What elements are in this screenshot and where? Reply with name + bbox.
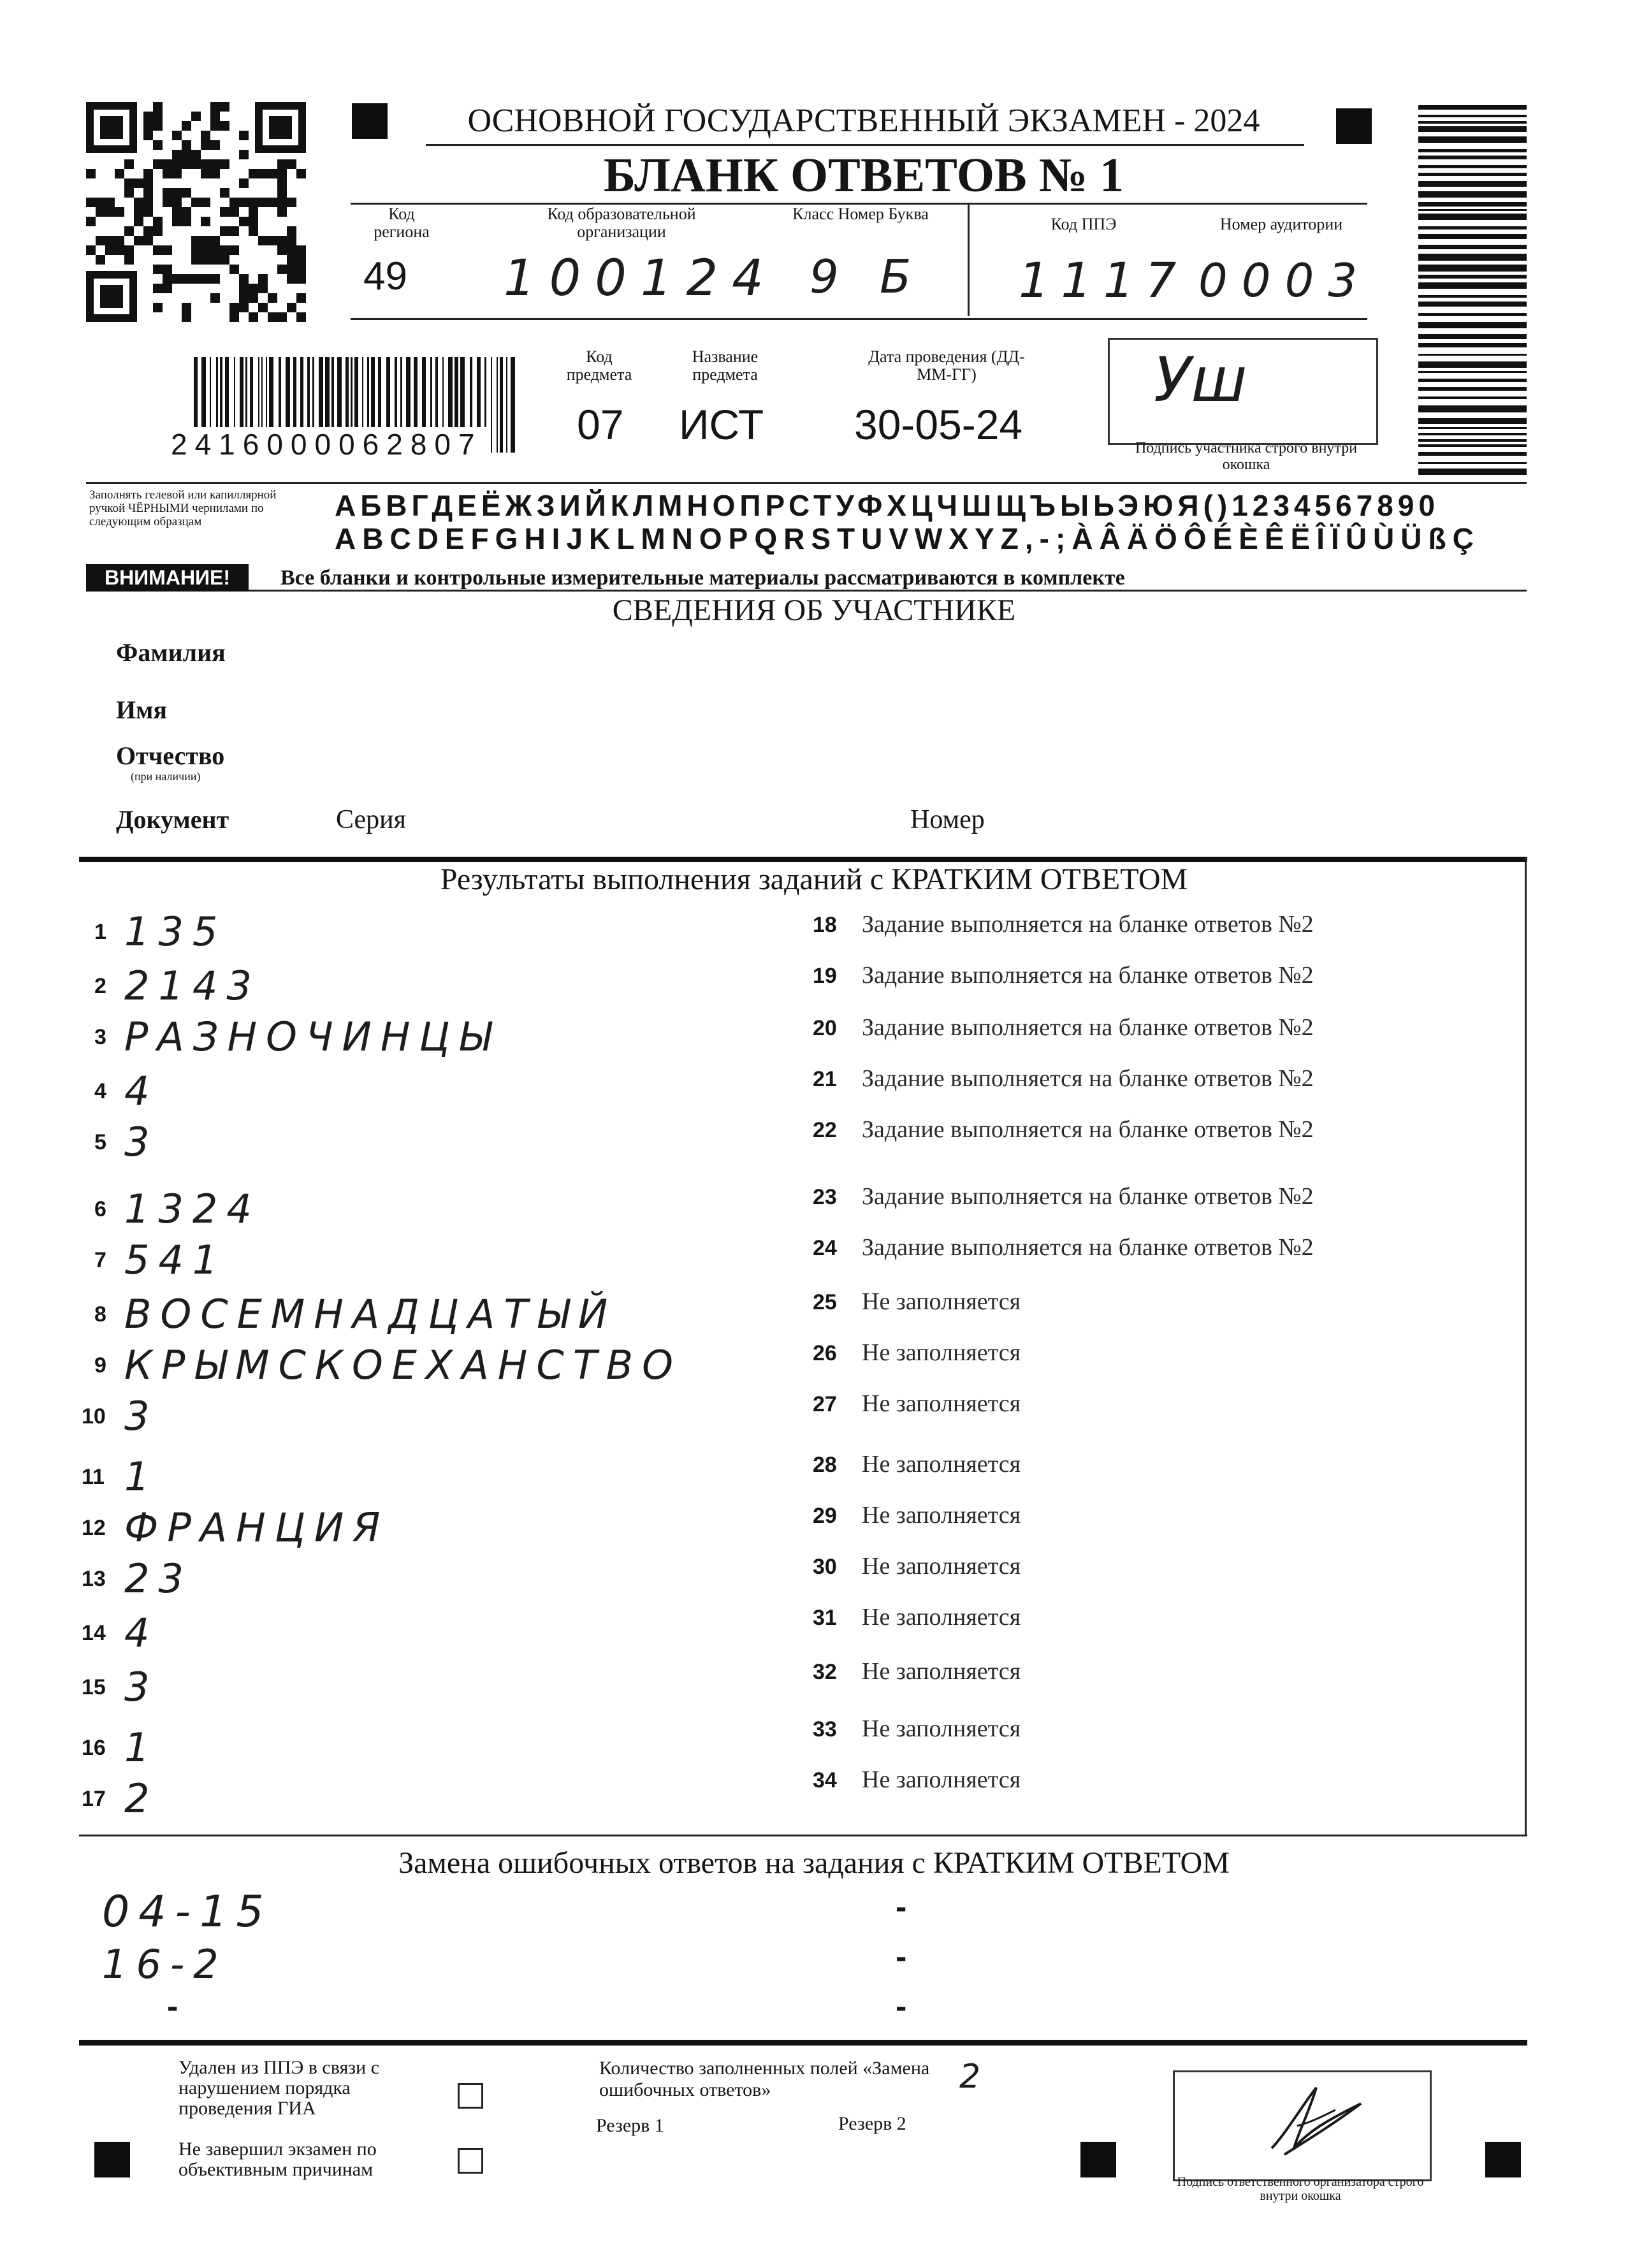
- result-status-text: Не заполняется: [862, 1553, 1021, 1580]
- replacement-right-1: -: [896, 1889, 907, 1926]
- result-answer: 1324: [124, 1186, 261, 1232]
- class-number: 9: [810, 250, 839, 303]
- result-number: 31: [813, 1606, 837, 1630]
- attention-text: Все бланки и контрольные измерительные материалы рассматриваются в комплекте: [280, 566, 1125, 590]
- result-answer: 4: [124, 1610, 159, 1656]
- attention-badge: ВНИМАНИЕ!: [86, 564, 249, 591]
- ppe-value: 1117: [1019, 252, 1188, 309]
- result-status-text: Не заполняется: [862, 1658, 1021, 1685]
- result-number: 1: [94, 920, 106, 944]
- replacement-left-2: 16-2: [102, 1941, 228, 1988]
- removed-label: Удален из ППЭ в связи с нарушением порядка проведения ГИА: [178, 2057, 380, 2119]
- result-status-text: Задание выполняется на бланке ответов №2: [862, 911, 1314, 938]
- participant-section-title: СВЕДЕНИЯ ОБ УЧАСТНИКЕ: [612, 593, 1016, 627]
- sample-cyrillic: АБВГДЕЁЖЗИЙКЛМНОПРСТУФХЦЧШЩЪЫЬЭЮЯ()1234567890: [335, 489, 1440, 522]
- sample-latin: ABCDEFGHIJKLMNOPQRSTUVWXYZ,-;ÀÂÄÖÔÉÈÊËÎÏÛÙÜßÇ: [335, 522, 1480, 555]
- result-number: 33: [813, 1717, 837, 1741]
- result-number: 24: [813, 1236, 837, 1260]
- result-number: 3: [94, 1025, 106, 1049]
- corner-marker-top-right: [1336, 108, 1372, 144]
- result-number: 17: [82, 1787, 106, 1811]
- organizer-signature: [1259, 2078, 1367, 2161]
- result-number: 32: [813, 1660, 837, 1684]
- signature-caption: Подпись участника строго внутри окошка: [1135, 440, 1358, 473]
- result-number: 26: [813, 1341, 837, 1365]
- result-number: 8: [94, 1302, 106, 1327]
- result-answer: 3: [124, 1119, 159, 1165]
- result-number: 28: [813, 1453, 837, 1477]
- result-answer: 2: [124, 1775, 159, 1822]
- document-label: Документ: [116, 805, 229, 834]
- result-status-text: Задание выполняется на бланке ответов №2: [862, 1014, 1314, 1041]
- qr-code: [86, 102, 306, 322]
- result-status-text: Не заполняется: [862, 1715, 1021, 1742]
- subject-name-label: Название предмета: [692, 347, 759, 384]
- region-label: Код региона: [374, 205, 430, 241]
- result-answer: КРЫМСКОЕХАНСТВО: [124, 1342, 682, 1388]
- result-number: 9: [94, 1353, 106, 1378]
- name-label: Имя: [116, 695, 167, 724]
- result-answer: ФРАНЦИЯ: [124, 1504, 389, 1551]
- result-status-text: Задание выполняется на бланке ответов №2: [862, 1116, 1314, 1143]
- results-title: Результаты выполнения заданий с КРАТКИМ ОТВЕТОМ: [440, 862, 1188, 896]
- date-label: Дата проведения (ДД-ММ-ГГ): [868, 347, 1025, 384]
- subject-code-value: 07: [577, 401, 624, 448]
- result-answer: РАЗНОЧИНЦЫ: [124, 1014, 500, 1060]
- subject-name-value: ИСТ: [679, 401, 764, 448]
- results-right-border: [1525, 857, 1527, 1835]
- number-label: Номер: [910, 805, 985, 834]
- replacement-left-3: -: [167, 1988, 178, 2025]
- result-answer: 3: [124, 1393, 159, 1439]
- class-label: Класс Номер Буква: [792, 205, 929, 223]
- count-value: 2: [959, 2058, 981, 2096]
- replacement-left-1: 04-15: [102, 1887, 273, 1937]
- corner-marker-bottom-left: [94, 2142, 130, 2177]
- result-number: 11: [82, 1465, 105, 1489]
- result-status-text: Задание выполняется на бланке ответов №2: [862, 962, 1314, 989]
- result-number: 29: [813, 1504, 837, 1528]
- reserve-1: Резерв 1: [596, 2115, 664, 2136]
- org-label: Код образовательной организации: [547, 205, 696, 241]
- patronymic-label: Отчество: [116, 741, 225, 770]
- result-number: 4: [94, 1079, 106, 1103]
- result-answer: 2143: [124, 963, 261, 1009]
- result-status-text: Не заполняется: [862, 1604, 1021, 1631]
- result-status-text: Задание выполняется на бланке ответов №2: [862, 1183, 1314, 1210]
- result-answer: 541: [124, 1237, 227, 1283]
- patronymic-note: (при наличии): [131, 770, 201, 783]
- result-number: 6: [94, 1197, 106, 1221]
- result-number: 7: [94, 1248, 106, 1272]
- result-number: 10: [82, 1404, 106, 1428]
- subject-code-label: Код предмета: [566, 347, 632, 384]
- result-number: 25: [813, 1290, 837, 1314]
- result-status-text: Не заполняется: [862, 1451, 1021, 1478]
- footer-top-border: [79, 2040, 1527, 2046]
- result-number: 13: [82, 1567, 106, 1591]
- result-number: 30: [813, 1555, 837, 1579]
- participant-signature: Уш: [1154, 344, 1247, 416]
- result-number: 34: [813, 1768, 837, 1792]
- not-finished-label: Не завершил экзамен по объективным причинам: [178, 2139, 377, 2180]
- replacement-title: Замена ошибочных ответов на задания с КРАТКИМ ОТВЕТОМ: [398, 1846, 1230, 1880]
- count-label: Количество заполненных полей «Замена ошибочных ответов»: [599, 2058, 930, 2100]
- room-label: Номер аудитории: [1219, 215, 1343, 233]
- result-status-text: Не заполняется: [862, 1288, 1021, 1315]
- result-number: 18: [813, 913, 837, 937]
- not-finished-checkbox[interactable]: [458, 2148, 483, 2174]
- side-barcode: [1418, 105, 1527, 475]
- result-number: 14: [82, 1621, 106, 1645]
- result-answer: 1: [124, 1453, 159, 1500]
- result-number: 19: [813, 964, 837, 988]
- organizer-signature-caption: Подпись ответственного организатора строго внутри окошка: [1177, 2175, 1424, 2203]
- ppe-label: Код ППЭ: [1050, 215, 1117, 233]
- result-answer: 1: [124, 1724, 159, 1771]
- org-value: 100124: [504, 250, 778, 307]
- result-number: 12: [82, 1516, 106, 1540]
- result-answer: 135: [124, 908, 227, 955]
- exam-title: ОСНОВНОЙ ГОСУДАРСТВЕННЫЙ ЭКЗАМЕН - 2024: [467, 103, 1260, 139]
- result-status-text: Не заполняется: [862, 1502, 1021, 1529]
- result-status-text: Задание выполняется на бланке ответов №2: [862, 1234, 1314, 1261]
- result-number: 23: [813, 1185, 837, 1209]
- removed-checkbox[interactable]: [458, 2083, 483, 2109]
- corner-marker-bottom-middle: [1080, 2142, 1116, 2177]
- codes-divider: [968, 203, 970, 316]
- replacement-right-3: -: [896, 1988, 907, 2025]
- result-status-text: Не заполняется: [862, 1390, 1021, 1417]
- room-value: 0003: [1198, 254, 1372, 307]
- result-number: 20: [813, 1016, 837, 1040]
- result-status-text: Не заполняется: [862, 1339, 1021, 1366]
- corner-marker-top-left: [352, 103, 388, 139]
- series-label: Серия: [336, 805, 406, 834]
- result-answer: ВОСЕМНАДЦАТЫЙ: [124, 1291, 617, 1337]
- replacement-right-2: -: [896, 1938, 907, 1975]
- surname-label: Фамилия: [116, 638, 226, 667]
- result-answer: 23: [124, 1555, 193, 1602]
- result-number: 2: [94, 974, 106, 998]
- sample-divider: [86, 482, 1527, 484]
- corner-marker-bottom-right: [1485, 2142, 1521, 2177]
- form-title: БЛАНК ОТВЕТОВ № 1: [603, 149, 1124, 202]
- result-status-text: Не заполняется: [862, 1766, 1021, 1793]
- reserve-2: Резерв 2: [838, 2113, 906, 2134]
- results-top-border: [79, 857, 1527, 862]
- sample-instruction: Заполнять гелевой или капиллярной ручкой ЧЁРНЫМИ чернилами по следующим образцам: [89, 488, 277, 528]
- result-number: 5: [94, 1130, 106, 1154]
- exam-title-underline: [426, 144, 1304, 146]
- result-answer: 3: [124, 1664, 159, 1710]
- result-number: 16: [82, 1736, 106, 1760]
- result-number: 21: [813, 1067, 837, 1091]
- result-status-text: Задание выполняется на бланке ответов №2: [862, 1065, 1314, 1092]
- result-answer: 4: [124, 1068, 159, 1114]
- replacement-top-border: [79, 1835, 1527, 1836]
- barcode-number: 2416000062807: [167, 427, 486, 462]
- result-number: 22: [813, 1118, 837, 1142]
- result-number: 27: [813, 1392, 837, 1416]
- result-number: 15: [82, 1675, 106, 1699]
- date-value: 30-05-24: [854, 401, 1023, 448]
- region-value: 49: [363, 254, 407, 298]
- class-letter: Б: [880, 250, 912, 303]
